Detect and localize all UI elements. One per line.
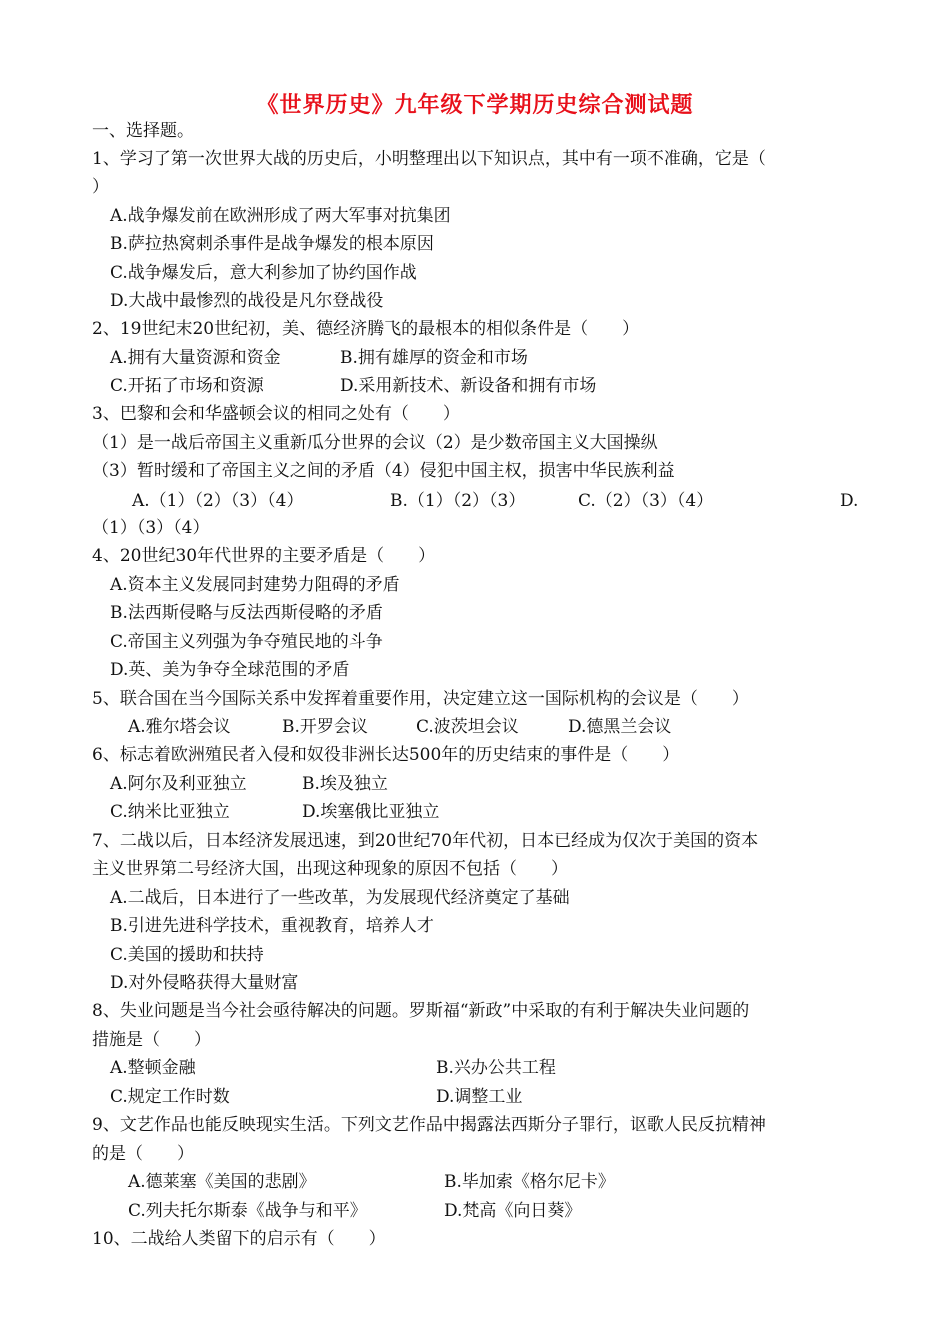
q5-option-c: C.波茨坦会议 [416, 717, 519, 737]
q6-option-d: D.埃塞俄比亚独立 [302, 802, 440, 822]
q4-option-a: A.资本主义发展同封建势力阻碍的矛盾 [110, 575, 400, 595]
q7-stem-cont: 主义世界第二号经济大国，出现这种现象的原因不包括（ ） [92, 859, 568, 879]
q6-stem: 6、标志着欧洲殖民者入侵和奴役非洲长达500年的历史结束的事件是（ ） [92, 745, 680, 765]
q4-option-d: D.英、美为争夺全球范围的矛盾 [110, 660, 350, 680]
q8-option-a: A.整顿金融 [110, 1058, 196, 1078]
q6-option-b: B.埃及独立 [302, 774, 388, 794]
q8-option-c: C.规定工作时数 [110, 1087, 230, 1107]
q5-option-a: A.雅尔塔会议 [128, 717, 231, 737]
q2-stem: 2、19世纪末20世纪初，美、德经济腾飞的最根本的相似条件是（ ） [92, 319, 640, 339]
q7-option-c: C.美国的援助和扶持 [110, 945, 264, 965]
q8-stem: 8、失业问题是当今社会亟待解决的问题。罗斯福“新政”中采取的有利于解决失业问题的 [92, 1001, 750, 1021]
q3-option-b: B.（1）（2）（3） [390, 491, 526, 511]
section-heading: 一、选择题。 [92, 121, 194, 141]
q2-option-a: A.拥有大量资源和资金 [110, 348, 281, 368]
q8-option-d: D.调整工业 [436, 1087, 523, 1107]
q1-option-b: B.萨拉热窝刺杀事件是战争爆发的根本原因 [110, 234, 434, 254]
q4-stem: 4、20世纪30年代世界的主要矛盾是（ ） [92, 546, 436, 566]
q3-statement-1-2: （1）是一战后帝国主义重新瓜分世界的会议（2）是少数帝国主义大国操纵 [92, 433, 658, 453]
q10-stem: 10、二战给人类留下的启示有（ ） [92, 1229, 386, 1249]
q1-option-d: D.大战中最惨烈的战役是凡尔登战役 [110, 291, 384, 311]
q7-option-d: D.对外侵略获得大量财富 [110, 973, 299, 993]
q3-stem: 3、巴黎和会和华盛顿会议的相同之处有（ ） [92, 404, 460, 424]
q8-option-b: B.兴办公共工程 [436, 1058, 556, 1078]
q4-option-b: B.法西斯侵略与反法西斯侵略的矛盾 [110, 603, 383, 623]
q2-option-c: C.开拓了市场和资源 [110, 376, 264, 396]
q6-option-a: A.阿尔及利亚独立 [110, 774, 247, 794]
q6-option-c: C.纳米比亚独立 [110, 802, 230, 822]
q5-stem: 5、联合国在当今国际关系中发挥着重要作用，决定建立这一国际机构的会议是（ ） [92, 689, 749, 709]
q3-option-d: D. [840, 491, 859, 511]
q3-statement-3-4: （3）暂时缓和了帝国主义之间的矛盾（4）侵犯中国主权，损害中华民族利益 [92, 461, 675, 481]
q9-stem: 9、文艺作品也能反映现实生活。下列文艺作品中揭露法西斯分子罪行，讴歌人民反抗精神 [92, 1115, 766, 1135]
document-title: 《世界历史》九年级下学期历史综合测试题 [256, 92, 694, 118]
q9-option-b: B.毕加索《格尔尼卡》 [444, 1172, 615, 1192]
q2-option-b: B.拥有雄厚的资金和市场 [340, 348, 528, 368]
q9-stem-cont: 的是（ ） [92, 1144, 194, 1164]
q7-option-b: B.引进先进科学技术，重视教育，培养人才 [110, 916, 434, 936]
q5-option-b: B.开罗会议 [282, 717, 368, 737]
q8-stem-cont: 措施是（ ） [92, 1030, 211, 1050]
q2-option-d: D.采用新技术、新设备和拥有市场 [340, 376, 597, 396]
q4-option-c: C.帝国主义列强为争夺殖民地的斗争 [110, 632, 383, 652]
q7-option-a: A.二战后，日本进行了一些改革，为发展现代经济奠定了基础 [110, 888, 570, 908]
q9-option-d: D.梵高《向日葵》 [444, 1201, 582, 1221]
q3-option-a: A.（1）（2）（3）（4） [132, 491, 304, 511]
q7-stem: 7、二战以后，日本经济发展迅速，到20世纪70年代初，日本已经成为仅次于美国的资本 [92, 831, 759, 851]
q1-option-c: C.战争爆发后，意大利参加了协约国作战 [110, 263, 417, 283]
q5-option-d: D.德黑兰会议 [568, 717, 672, 737]
q3-option-c: C.（2）（3）（4） [578, 491, 714, 511]
q3-option-d-cont: （1）（3）（4） [92, 518, 210, 538]
q1-stem-cont: ） [92, 177, 109, 197]
q1-stem: 1、学习了第一次世界大战的历史后，小明整理出以下知识点，其中有一项不准确，它是（ [92, 149, 766, 169]
q9-option-a: A.德莱塞《美国的悲剧》 [128, 1172, 316, 1192]
q1-option-a: A.战争爆发前在欧洲形成了两大军事对抗集团 [110, 206, 451, 226]
q9-option-c: C.列夫托尔斯泰《战争与和平》 [128, 1201, 367, 1221]
